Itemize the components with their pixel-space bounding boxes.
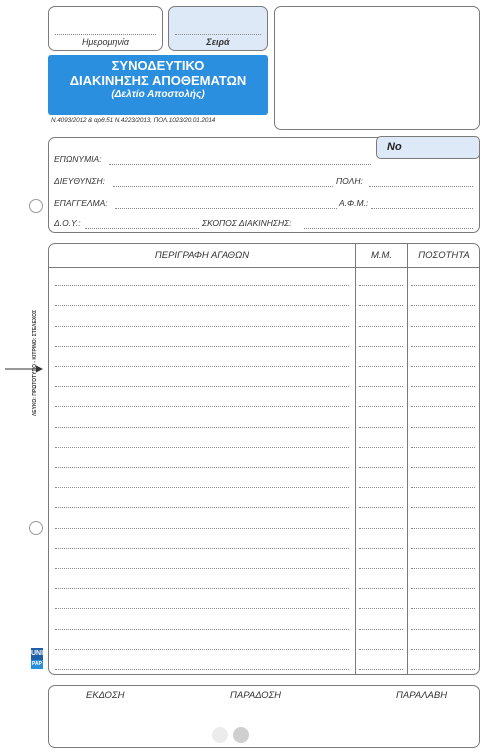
binding-hole-top [29,199,43,213]
name-label: ΕΠΩΝΥΜΙΑ: [54,154,102,164]
unit-cell[interactable] [359,568,403,569]
quantity-cell[interactable] [411,346,475,347]
signatures-box [48,685,480,748]
description-cell[interactable] [55,649,349,650]
table-row[interactable] [49,651,479,671]
table-row[interactable] [49,408,479,428]
unit-cell[interactable] [359,467,403,468]
unit-cell[interactable] [359,386,403,387]
description-cell[interactable] [55,629,349,630]
item-rows [49,267,479,674]
table-row[interactable] [49,570,479,590]
quantity-cell[interactable] [411,447,475,448]
unit-cell[interactable] [359,427,403,428]
quantity-cell[interactable] [411,487,475,488]
quantity-cell[interactable] [411,669,475,670]
unit-cell[interactable] [359,406,403,407]
description-cell[interactable] [55,588,349,589]
description-cell[interactable] [55,346,349,347]
col-unit: Μ.Μ. [370,250,393,261]
copy-distribution-note-text: ΛΕΥΚΟ: ΠΡΩΤΟΤΥΠΟ - ΚΙΤΡΙΝΟ: ΣΤΕΛΕΧΟΣ [32,309,38,417]
vat-field[interactable] [371,208,473,209]
quantity-cell[interactable] [411,366,475,367]
table-row[interactable] [49,449,479,469]
table-row[interactable] [49,328,479,348]
table-row[interactable] [49,287,479,307]
issuer-stamp-box[interactable] [274,6,480,130]
quantity-cell[interactable] [411,467,475,468]
description-cell[interactable] [55,487,349,488]
decorative-dot-light [212,727,228,743]
description-cell[interactable] [55,447,349,448]
table-row[interactable] [49,509,479,529]
description-cell[interactable] [55,548,349,549]
city-field[interactable] [369,186,473,187]
purpose-label: ΣΚΟΠΟΣ ΔΙΑΚΙΝΗΣΗΣ: [202,218,292,228]
table-row[interactable] [49,469,479,489]
number-box[interactable] [376,136,480,159]
date-dotted-line [55,34,156,35]
table-row[interactable] [49,429,479,449]
description-cell[interactable] [55,528,349,529]
table-row[interactable] [49,368,479,388]
title-banner [48,55,268,115]
unit-cell[interactable] [359,507,403,508]
quantity-cell[interactable] [411,427,475,428]
unit-cell[interactable] [359,447,403,448]
col-quantity: ΠΟΣΟΤΗΤΑ [418,250,470,261]
title-line-2: ΔΙΑΚΙΝΗΣΗΣ ΑΠΟΘΕΜΑΤΩΝ [69,73,247,88]
unit-cell[interactable] [359,548,403,549]
name-field[interactable] [109,164,371,165]
unit-cell[interactable] [359,366,403,367]
description-cell[interactable] [55,427,349,428]
receipt-label: ΠΑΡΑΛΑΒΗ [396,690,448,701]
unit-cell[interactable] [359,326,403,327]
title-subtitle: (Δελτίο Αποστολής) [111,89,205,100]
items-table [48,243,480,675]
legal-reference: Ν.4093/2012 & αρθ.51 Ν.4223/2013, ΠΟΛ.1023/20.01.2014 [51,117,216,124]
date-label: Ημερομηνία [81,37,130,47]
quantity-cell[interactable] [411,528,475,529]
quantity-cell[interactable] [411,649,475,650]
unit-cell[interactable] [359,629,403,630]
city-label: ΠΟΛΗ: [336,176,363,186]
description-cell[interactable] [55,285,349,286]
table-row[interactable] [49,590,479,610]
quantity-cell[interactable] [411,386,475,387]
description-cell[interactable] [55,406,349,407]
table-row[interactable] [49,388,479,408]
description-cell[interactable] [55,467,349,468]
purpose-field[interactable] [304,228,473,229]
brand-logo-uni: UNI [31,648,43,660]
table-row[interactable] [49,631,479,651]
issue-label: ΕΚΔΟΣΗ [86,690,125,701]
table-row[interactable] [49,348,479,368]
quantity-cell[interactable] [411,326,475,327]
address-field[interactable] [113,186,333,187]
table-row[interactable] [49,267,479,287]
profession-field[interactable] [115,208,337,209]
table-row[interactable] [49,489,479,509]
unit-cell[interactable] [359,528,403,529]
unit-cell[interactable] [359,305,403,306]
decorative-dot-dark [233,727,249,743]
unit-cell[interactable] [359,346,403,347]
unit-cell[interactable] [359,487,403,488]
quantity-cell[interactable] [411,629,475,630]
number-label: No [387,141,402,153]
delivery-label: ΠΑΡΑΔΟΣΗ [230,690,282,701]
table-row[interactable] [49,610,479,630]
quantity-cell[interactable] [411,548,475,549]
quantity-cell[interactable] [411,568,475,569]
description-cell[interactable] [55,507,349,508]
date-box[interactable] [48,6,163,51]
quantity-cell[interactable] [411,406,475,407]
description-cell[interactable] [55,305,349,306]
items-header-row [49,244,479,268]
description-cell[interactable] [55,669,349,670]
description-cell[interactable] [55,608,349,609]
unit-cell[interactable] [359,608,403,609]
description-cell[interactable] [55,366,349,367]
title-line-1: ΣΥΝΟΔΕΥΤΙΚΟ [111,58,205,73]
brand-logo-pap: PAP [32,661,42,667]
table-row[interactable] [49,550,479,570]
unit-cell[interactable] [359,649,403,650]
series-dotted-line [175,34,261,35]
table-row[interactable] [49,530,479,550]
unit-cell[interactable] [359,669,403,670]
tax-office-field[interactable] [85,228,199,229]
description-cell[interactable] [55,568,349,569]
tax-office-label: Δ.Ο.Υ.: [54,218,81,228]
brand-logo [31,648,43,670]
profession-label: ΕΠΑΓΓΕΛΜΑ: [54,198,108,208]
quantity-cell[interactable] [411,507,475,508]
series-box[interactable] [168,6,268,51]
table-row[interactable] [49,307,479,327]
quantity-cell[interactable] [411,285,475,286]
address-label: ΔΙΕΥΘΥΝΣΗ: [54,176,105,186]
vat-label: Α.Φ.Μ.: [339,198,369,208]
quantity-cell[interactable] [411,588,475,589]
col-description: ΠΕΡΙΓΡΑΦΗ ΑΓΑΘΩΝ [154,250,250,261]
description-cell[interactable] [55,326,349,327]
series-label: Σειρά [206,37,230,47]
unit-cell[interactable] [359,285,403,286]
unit-cell[interactable] [359,588,403,589]
quantity-cell[interactable] [411,608,475,609]
copy-distribution-note-rot [32,303,40,423]
description-cell[interactable] [55,386,349,387]
quantity-cell[interactable] [411,305,475,306]
binding-hole-bottom [29,521,43,535]
